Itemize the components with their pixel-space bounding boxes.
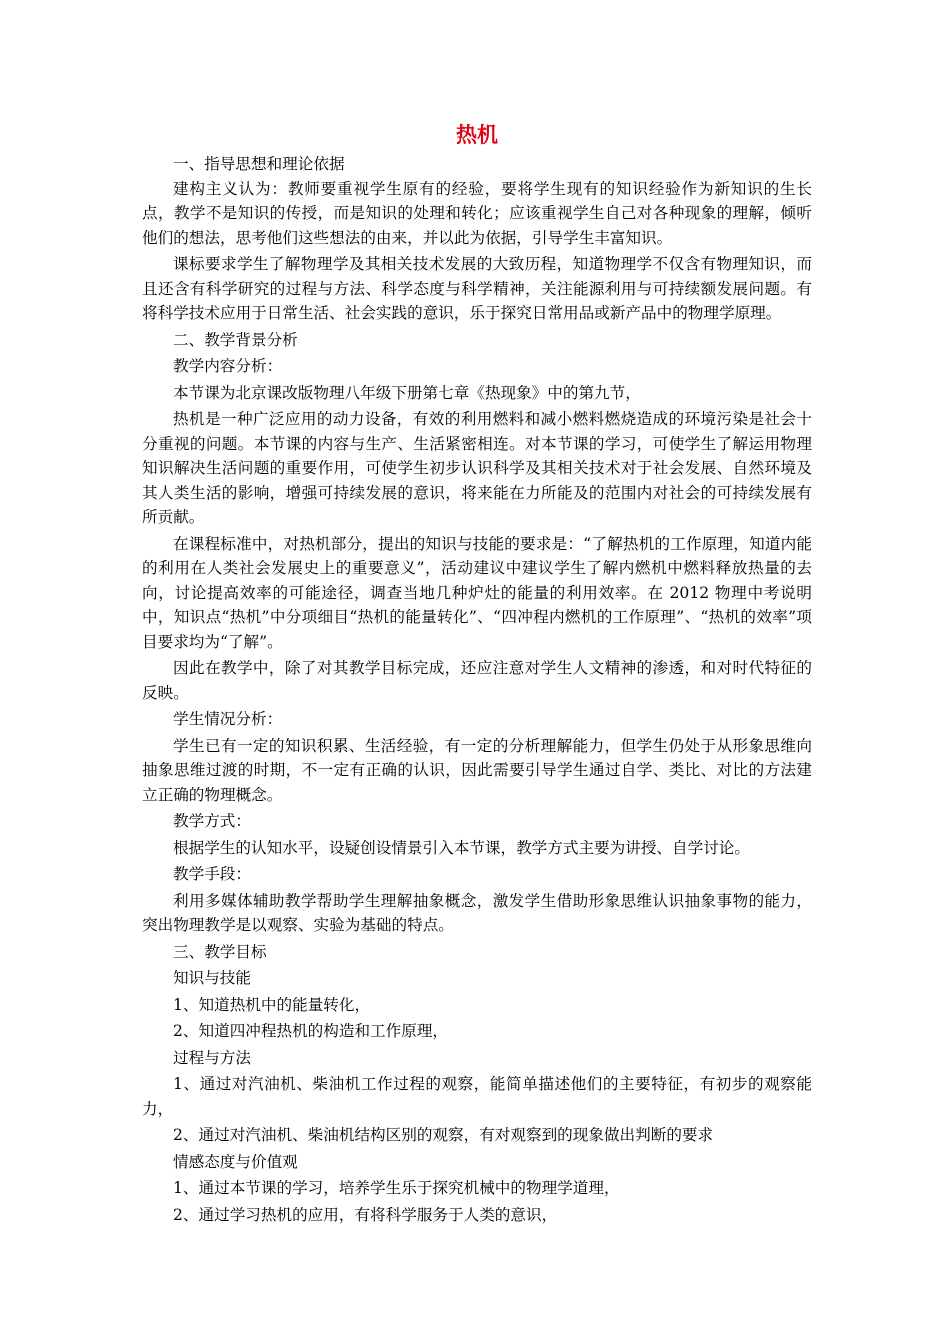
paragraph: 热机是一种广泛应用的动力设备，有效的利用燃料和减小燃料燃烧造成的环境污染是社会十分重视的问题。本节课的内容与生产、生活紧密相连。对本节课的学习，可使学生了解运用物理知识解决生活问题的重要作用，可使学生初步认识科学及其相关技术对于社会发展、自然环境及其人类生活的影响，增强可持续发展的意识，将来能在力所能及的范围内对社会的可持续发展有所贡献。 [142,410,812,526]
document-page [142,120,812,1227]
subheading: 教学内容分析： [173,357,283,375]
list-item: 1、知道热机中的能量转化， [173,995,371,1014]
paragraph: 利用多媒体辅助教学帮助学生理解抽象概念，激发学生借助形象思维认识抽象事物的能力，突出物理教学是以观察、实验为基础的特点。 [142,891,812,934]
list-item: 2、通过对汽油机、柴油机结构区别的观察，有对观察到的现象做出判断的要求 [173,1126,714,1144]
subheading: 教学方式： [173,812,251,830]
paragraph: 本节课为北京课改版物理八年级下册第七章《热现象》中的第九节， [173,383,641,402]
paragraph: 学生已有一定的知识积累、生活经验，有一定的分析理解能力，但学生仍处于从形象思维向抽象思维过渡的时期，不一定有正确的认识，因此需要引导学生通过自学、类比、对比的方法建立正确的物理概念。 [142,736,812,804]
paragraph: 因此在教学中，除了对其教学目标完成，还应注意对学生人文精神的渗透，和对时代特征的反映。 [142,659,812,702]
subheading: 过程与方法 [173,1048,251,1067]
subheading: 教学手段： [173,865,251,883]
section-heading: 三、教学目标 [173,942,267,961]
subheading: 知识与技能 [173,969,251,987]
paragraph: 课标要求学生了解物理学及其相关技术发展的大致历程，知道物理学不仅含有物理知识，而且还含有科学研究的过程与方法、科学态度与科学精神，关注能源利用与可持续额发展问题。有将科学技术应用于日常生活、社会实践的意识，乐于探究日常用品或新产品中的物理学原理。 [142,255,812,322]
section-heading: 一、指导思想和理论依据 [173,155,345,173]
list-item: 1、通过对汽油机、柴油机工作过程的观察，能简单描述他们的主要特征，有初步的观察能力， [142,1075,812,1118]
document-title: 热机 [456,123,498,147]
section-heading: 二、教学背景分析 [173,330,298,349]
list-item: 1、通过本节课的学习，培养学生乐于探究机械中的物理学道理， [173,1179,620,1197]
list-item: 2、知道四冲程热机的构造和工作原理， [173,1022,449,1040]
paragraph: 在课程标准中，对热机部分，提出的知识与技能的要求是：“了解热机的工作原理，知道内能的利用在人类社会发展史上的重要意义”，活动建议中建议学生了解内燃机中燃料释放热量的去向，讨论提高效率的可能途径，调查当地几种炉灶的能量的利用效率。在 2012 物理中考说明中，知识点“热机”中分项细目“热机的能量转化”、“四冲程内燃机的工作原理”、“热机的效率”项目要求均为“了解”。 [142,534,812,651]
paragraph: 建构主义认为：教师要重视学生原有的经验，要将学生现有的知识经验作为新知识的生长点，教学不是知识的传授，而是知识的处理和转化；应该重视学生自己对各种现象的理解，倾听他们的想法，思考他们这些想法的由来，并以此为依据，引导学生丰富知识。 [142,179,812,247]
paragraph: 根据学生的认知水平，设疑创设情景引入本节课，教学方式主要为讲授、自学讨论。 [173,838,750,857]
subheading: 情感态度与价值观 [173,1152,298,1171]
list-item: 2、通过学习热机的应用，有将科学服务于人类的意识， [173,1205,558,1224]
subheading: 学生情况分析： [173,710,283,728]
